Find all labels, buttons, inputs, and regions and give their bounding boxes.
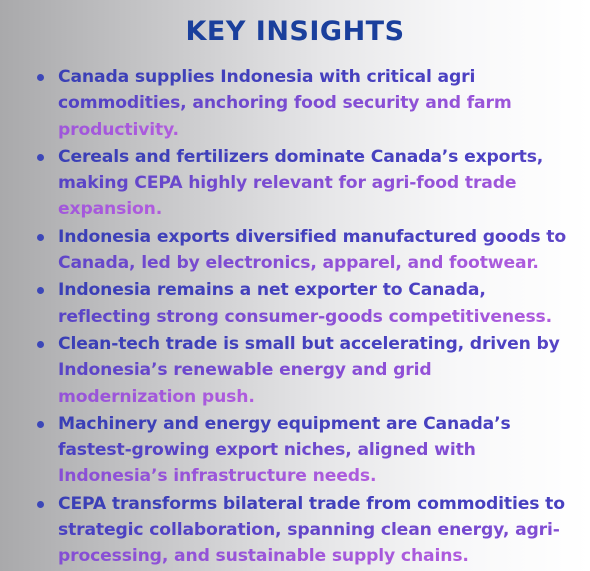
bullet-icon [37, 501, 44, 508]
list-item [24, 277, 574, 330]
insight-text: CEPA transforms bilateral trade from commodities to strategic collaboration, spanning clean energy, agri-processing, and sustainable supply chains. [58, 493, 565, 567]
bullet-icon [37, 234, 44, 241]
bullet-icon [37, 341, 44, 348]
insight-text: Indonesia remains a net exporter to Canada, reflecting strong consumer-goods competitiveness. [58, 280, 553, 327]
insight-text: Clean-tech trade is small but accelerating, driven by Indonesia’s renewable energy and grid modernization push. [58, 333, 560, 407]
list-item [24, 64, 574, 143]
bullet-icon [37, 421, 44, 428]
bullet-icon [37, 154, 44, 161]
list-item [24, 491, 574, 570]
list-item [24, 411, 574, 490]
bullet-icon [37, 287, 44, 294]
insights-list [24, 64, 574, 571]
page-title: KEY INSIGHTS [185, 16, 405, 47]
list-item [24, 331, 574, 410]
list-item [24, 224, 574, 277]
list-item [24, 144, 574, 223]
insight-text: Cereals and fertilizers dominate Canada’s exports, making CEPA highly relevant for agri-food trade expansion. [58, 146, 544, 220]
bullet-icon [37, 74, 44, 81]
insight-text: Machinery and energy equipment are Canada’s fastest-growing export niches, aligned with Indonesia’s infrastructure needs. [58, 413, 511, 487]
insight-text: Canada supplies Indonesia with critical agri commodities, anchoring food security and farm productivity. [58, 67, 512, 140]
insight-text: Indonesia exports diversified manufactured goods to Canada, led by electronics, apparel, and footwear. [58, 226, 566, 274]
